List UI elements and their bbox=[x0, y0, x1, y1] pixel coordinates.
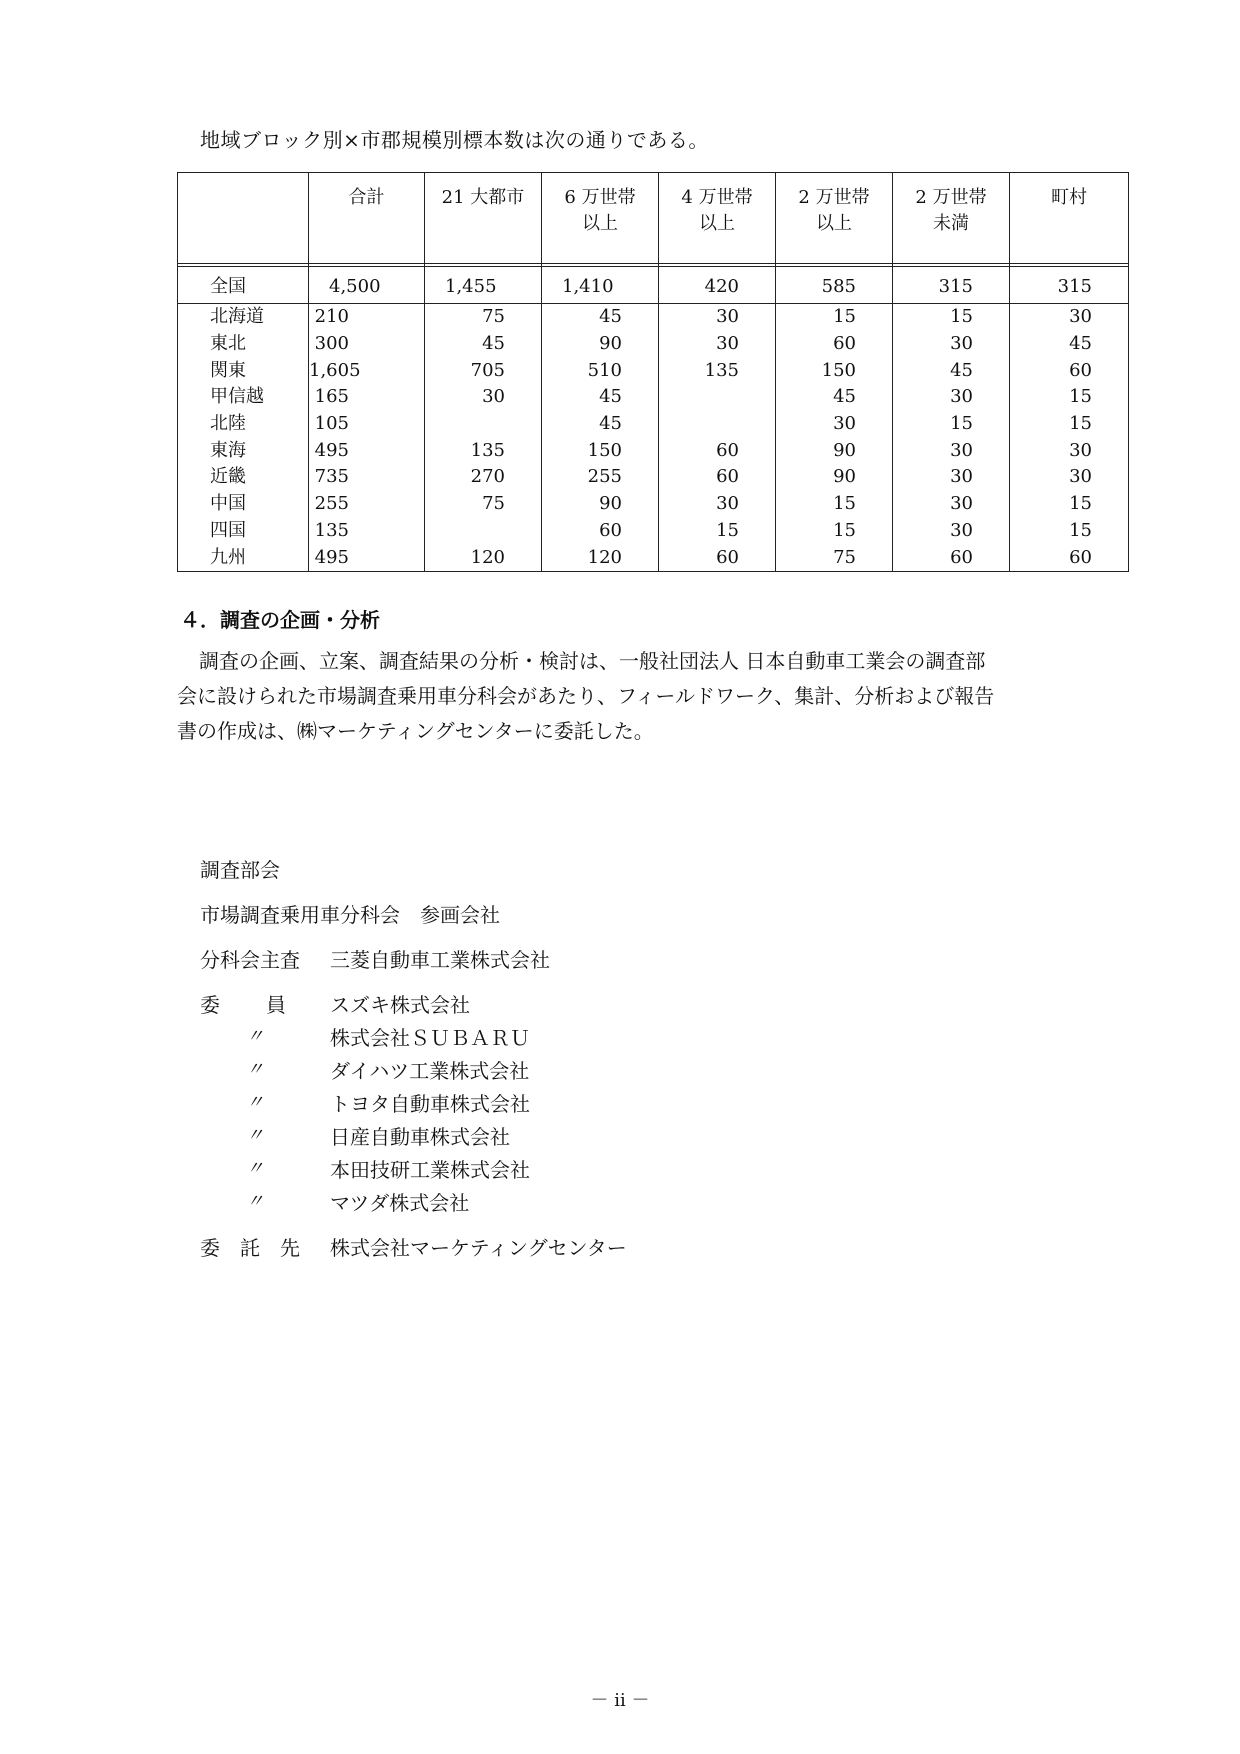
header-line: 以上 bbox=[582, 213, 618, 234]
value-cell: 45 bbox=[542, 384, 659, 411]
table-row bbox=[178, 411, 1129, 438]
header-line: 以上 bbox=[699, 213, 735, 234]
value-cell: 150 bbox=[776, 357, 893, 384]
value-cell: 510 bbox=[542, 357, 659, 384]
value-cell: 60 bbox=[659, 437, 776, 464]
value-cell: 270 bbox=[425, 464, 542, 491]
value-cell: 1,455 bbox=[425, 267, 542, 304]
total-cell: 165 bbox=[309, 384, 425, 411]
column-header bbox=[1010, 173, 1129, 264]
section-paragraph bbox=[177, 644, 1077, 749]
table-row bbox=[178, 267, 1129, 304]
table-row bbox=[178, 518, 1129, 545]
table-row bbox=[178, 437, 1129, 464]
column-header bbox=[659, 173, 776, 264]
table-row bbox=[178, 544, 1129, 571]
total-cell: 135 bbox=[309, 518, 425, 545]
total-cell: 105 bbox=[309, 411, 425, 438]
value-cell: 30 bbox=[893, 518, 1010, 545]
value-cell: 30 bbox=[659, 304, 776, 331]
value-cell: 90 bbox=[776, 437, 893, 464]
value-cell: 45 bbox=[542, 304, 659, 331]
value-cell: 45 bbox=[893, 357, 1010, 384]
ditto-mark: 〃 bbox=[246, 1092, 264, 1113]
member-company: マツダ株式会社 bbox=[330, 1191, 470, 1215]
subcommittee-title: 市場調査乗用車分科会 参画会社 bbox=[200, 903, 500, 927]
value-cell: 30 bbox=[659, 331, 776, 358]
value-cell: 30 bbox=[1010, 304, 1129, 331]
value-cell: 15 bbox=[1010, 411, 1129, 438]
value-cell: 30 bbox=[893, 464, 1010, 491]
region-cell: 北海道 bbox=[178, 304, 309, 331]
value-cell: 90 bbox=[542, 331, 659, 358]
value-cell: 30 bbox=[1010, 437, 1129, 464]
table-row bbox=[178, 384, 1129, 411]
value-cell: 45 bbox=[425, 331, 542, 358]
value-cell: 45 bbox=[1010, 331, 1129, 358]
value-cell: 15 bbox=[1010, 491, 1129, 518]
ditto-mark: 〃 bbox=[246, 1191, 264, 1212]
member-company: 日産自動車株式会社 bbox=[330, 1125, 510, 1149]
region-cell: 中国 bbox=[178, 491, 309, 518]
value-cell: 15 bbox=[776, 518, 893, 545]
table-row bbox=[178, 357, 1129, 384]
value-cell: 75 bbox=[425, 304, 542, 331]
member-company: 株式会社ＳＵＢＡＲＵ bbox=[330, 1026, 530, 1050]
value-cell: 60 bbox=[1010, 544, 1129, 571]
region-cell: 東海 bbox=[178, 437, 309, 464]
value-cell: 1,410 bbox=[542, 267, 659, 304]
total-cell: 495 bbox=[309, 544, 425, 571]
value-cell bbox=[659, 411, 776, 438]
value-cell bbox=[425, 518, 542, 545]
contractor-label: 委 託 先 bbox=[200, 1236, 300, 1260]
value-cell: 60 bbox=[1010, 357, 1129, 384]
region-cell: 全国 bbox=[178, 267, 309, 304]
value-cell: 15 bbox=[1010, 384, 1129, 411]
dept-name: 調査部会 bbox=[200, 858, 280, 882]
total-cell: 210 bbox=[309, 304, 425, 331]
contractor-company: 株式会社マーケティングセンター bbox=[330, 1236, 627, 1260]
value-cell: 15 bbox=[776, 304, 893, 331]
value-cell: 30 bbox=[659, 491, 776, 518]
value-cell: 60 bbox=[659, 464, 776, 491]
value-cell: 30 bbox=[425, 384, 542, 411]
sample-size-table bbox=[177, 172, 1129, 572]
value-cell: 120 bbox=[425, 544, 542, 571]
value-cell: 90 bbox=[542, 491, 659, 518]
table-header bbox=[178, 173, 1129, 267]
paragraph-line: 書の作成は、㈱マーケティングセンターに委託した。 bbox=[177, 719, 654, 743]
total-cell: 255 bbox=[309, 491, 425, 518]
value-cell: 15 bbox=[1010, 518, 1129, 545]
table-body bbox=[178, 267, 1129, 572]
chief-label: 分科会主査 bbox=[200, 948, 300, 972]
value-cell: 60 bbox=[893, 544, 1010, 571]
total-cell: 300 bbox=[309, 331, 425, 358]
value-cell: 135 bbox=[425, 437, 542, 464]
header-line: 4 万世帯 bbox=[681, 187, 753, 208]
region-cell: 東北 bbox=[178, 331, 309, 358]
member-company: トヨタ自動車株式会社 bbox=[330, 1092, 530, 1116]
value-cell: 30 bbox=[893, 491, 1010, 518]
value-cell: 705 bbox=[425, 357, 542, 384]
value-cell: 15 bbox=[776, 491, 893, 518]
header-line: 2 万世帯 bbox=[798, 187, 870, 208]
column-header bbox=[776, 173, 893, 264]
header-line: 未満 bbox=[933, 213, 969, 234]
member-company: ダイハツ工業株式会社 bbox=[330, 1059, 530, 1083]
value-cell: 30 bbox=[893, 437, 1010, 464]
paragraph-line: 会に設けられた市場調査乗用車分科会があたり、フィールドワーク、集計、分析および報告 bbox=[177, 684, 995, 708]
column-header bbox=[309, 173, 425, 264]
section-title: ４．調査の企画・分析 bbox=[180, 608, 380, 632]
value-cell: 60 bbox=[659, 544, 776, 571]
column-header bbox=[893, 173, 1010, 264]
value-cell: 45 bbox=[542, 411, 659, 438]
column-header bbox=[178, 173, 309, 264]
table-intro: 地域ブロック別×市郡規模別標本数は次の通りである。 bbox=[200, 128, 709, 152]
value-cell: 585 bbox=[776, 267, 893, 304]
header-line: 6 万世帯 bbox=[564, 187, 636, 208]
total-cell: 1,605 bbox=[309, 357, 425, 384]
value-cell: 255 bbox=[542, 464, 659, 491]
chief-company: 三菱自動車工業株式会社 bbox=[330, 948, 550, 972]
ditto-mark: 〃 bbox=[246, 1158, 264, 1179]
region-cell: 関東 bbox=[178, 357, 309, 384]
page-number: － ii － bbox=[590, 1690, 650, 1711]
value-cell: 90 bbox=[776, 464, 893, 491]
value-cell: 45 bbox=[776, 384, 893, 411]
region-cell: 北陸 bbox=[178, 411, 309, 438]
total-cell: 495 bbox=[309, 437, 425, 464]
value-cell: 15 bbox=[659, 518, 776, 545]
column-header bbox=[425, 173, 542, 264]
header-line: 町村 bbox=[1051, 187, 1087, 208]
value-cell: 60 bbox=[776, 331, 893, 358]
table-row bbox=[178, 331, 1129, 358]
region-cell: 甲信越 bbox=[178, 384, 309, 411]
paragraph-line: 調査の企画、立案、調査結果の分析・検討は、一般社団法人 日本自動車工業会の調査部 bbox=[199, 649, 986, 673]
value-cell: 315 bbox=[1010, 267, 1129, 304]
value-cell: 150 bbox=[542, 437, 659, 464]
value-cell: 30 bbox=[893, 331, 1010, 358]
value-cell: 30 bbox=[776, 411, 893, 438]
value-cell: 15 bbox=[893, 411, 1010, 438]
member-company: 本田技研工業株式会社 bbox=[330, 1158, 530, 1182]
value-cell bbox=[425, 411, 542, 438]
ditto-mark: 〃 bbox=[246, 1125, 264, 1146]
table-row bbox=[178, 464, 1129, 491]
table-row bbox=[178, 304, 1129, 331]
header-line: 合計 bbox=[348, 187, 385, 208]
header-line: 21 大都市 bbox=[441, 187, 525, 208]
header-line: 以上 bbox=[816, 213, 852, 234]
member-label: 委 員 bbox=[200, 993, 288, 1017]
table-row bbox=[178, 491, 1129, 518]
value-cell: 30 bbox=[893, 384, 1010, 411]
region-cell: 四国 bbox=[178, 518, 309, 545]
value-cell: 60 bbox=[542, 518, 659, 545]
ditto-mark: 〃 bbox=[246, 1026, 264, 1047]
total-cell: 4,500 bbox=[309, 267, 425, 304]
member-company: スズキ株式会社 bbox=[330, 993, 470, 1017]
total-cell: 735 bbox=[309, 464, 425, 491]
column-header bbox=[542, 173, 659, 264]
value-cell: 15 bbox=[893, 304, 1010, 331]
value-cell: 30 bbox=[1010, 464, 1129, 491]
region-cell: 九州 bbox=[178, 544, 309, 571]
value-cell: 120 bbox=[542, 544, 659, 571]
value-cell: 420 bbox=[659, 267, 776, 304]
value-cell bbox=[659, 384, 776, 411]
value-cell: 315 bbox=[893, 267, 1010, 304]
value-cell: 75 bbox=[776, 544, 893, 571]
ditto-mark: 〃 bbox=[246, 1059, 264, 1080]
region-cell: 近畿 bbox=[178, 464, 309, 491]
header-line: 2 万世帯 bbox=[915, 187, 987, 208]
value-cell: 75 bbox=[425, 491, 542, 518]
value-cell: 135 bbox=[659, 357, 776, 384]
